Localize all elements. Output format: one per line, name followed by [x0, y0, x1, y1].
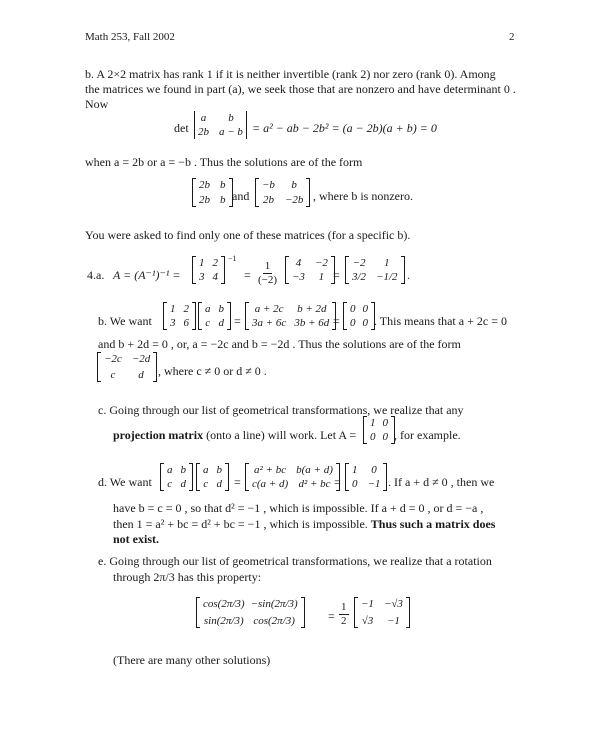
q4d-matrix-1: [160, 463, 193, 491]
cell: c: [203, 478, 209, 490]
fraction-numerator: 1: [341, 601, 347, 613]
q4c-example: , for example.: [394, 428, 461, 442]
cell: 1: [170, 303, 176, 315]
equals-sign: =: [333, 314, 340, 328]
cell: 6: [183, 317, 189, 329]
cell: 0: [362, 317, 368, 329]
cell: sin(2π/3): [203, 615, 244, 627]
cell: 0: [362, 303, 368, 315]
cell: 0: [350, 317, 356, 329]
cell: c: [205, 317, 211, 329]
cell: 3a + 6c: [252, 317, 287, 329]
q4d-matrix-4: [345, 463, 387, 491]
cell: 0: [382, 417, 388, 429]
and-word: and: [232, 189, 250, 203]
cell: 2b: [199, 194, 210, 206]
cell: 3b + 6d: [294, 317, 330, 329]
cell: b: [291, 179, 297, 191]
cell: d: [216, 478, 222, 490]
cell: 3/2: [352, 271, 367, 283]
cell: d: [180, 478, 186, 490]
cell: d² + bc: [298, 478, 331, 490]
cell: −3: [292, 271, 305, 283]
det-matrix: [194, 111, 247, 139]
cell: cos(2π/3): [203, 598, 245, 610]
cell: a + 2c: [254, 303, 284, 315]
q4a-matrix-2: [285, 256, 335, 284]
course-header: Math 253, Fall 2002: [85, 31, 175, 43]
cell: 2b: [262, 194, 274, 206]
q4c-line-2-rest: (onto a line) will work. Let A =: [203, 428, 357, 442]
equals-sign: =: [328, 609, 335, 623]
q4e-fraction: [339, 601, 349, 628]
q4b-label: b. We want: [98, 314, 152, 328]
cell: b: [220, 179, 226, 191]
period: .: [407, 268, 410, 282]
q4c-line-1: c. Going through our list of geometrical transformations, we realize that any: [98, 403, 464, 417]
cell: a − b: [219, 126, 243, 138]
cell: 4: [212, 271, 218, 283]
q4d-label: d. We want: [98, 475, 152, 489]
one-only-note: You were asked to find only one of these matrices (for a specific b).: [85, 228, 411, 242]
fraction-denominator: (−2): [258, 274, 278, 286]
when-line: when a = 2b or a = −b . Thus the solutions are of the form: [85, 155, 363, 169]
q4a-lhs: A = (A⁻¹)⁻¹ =: [113, 268, 181, 282]
q4d-if-text: . If a + d ≠ 0 , then we: [388, 475, 495, 489]
q4b-matrix-1: [163, 302, 196, 330]
q4b-solution-matrix: [97, 352, 157, 382]
part-b-intro-2: the matrices we found in part (a), we seek those that are nonzero and have determinant 0 .: [85, 82, 516, 96]
q4d-line-3-text: then 1 = a² + bc = d² + bc = −1 , which is impossible.: [113, 517, 368, 531]
cell: 3: [170, 317, 176, 329]
cell: 1: [370, 417, 376, 429]
det-label: det: [174, 121, 189, 135]
solution-matrix-2: [255, 178, 310, 207]
cell: 1: [352, 464, 358, 476]
q4e-line-2: through 2π/3 has this property:: [113, 570, 262, 584]
cell: −2: [314, 257, 328, 269]
cell: 0: [371, 464, 377, 476]
cell: a: [200, 112, 207, 124]
cell: −b: [262, 179, 275, 191]
cell: −2b: [284, 194, 304, 206]
cell: −2d: [131, 353, 151, 365]
q4e-note: (There are many other solutions): [113, 653, 271, 667]
q4d-matrix-2: [196, 463, 229, 491]
fraction-numerator: 1: [264, 260, 271, 272]
cell: cos(2π/3): [253, 615, 295, 627]
q4a-matrix-1: [192, 256, 225, 284]
q4d-line-2: have b = c = 0 , so that d² = −1 , which is impossible. If a + d = 0 , or d = −a ,: [113, 501, 484, 515]
cell: b: [228, 112, 234, 124]
cell: c: [110, 369, 116, 381]
cell: b + 2d: [297, 303, 327, 315]
cell: 1: [384, 257, 390, 269]
cell: 4: [295, 257, 302, 269]
projection-matrix-term: projection matrix: [113, 428, 204, 442]
q4a-label: 4.a.: [87, 268, 105, 282]
q4b-matrix-3: [245, 302, 336, 330]
cell: b: [180, 464, 186, 476]
cell: a: [167, 464, 173, 476]
cell: −1/2: [376, 271, 398, 283]
cell: −√3: [383, 598, 403, 610]
q4c-line-2: [113, 428, 356, 442]
cell: −1: [367, 478, 381, 490]
cell: b: [218, 303, 224, 315]
rotation-matrix: [196, 597, 305, 628]
equals-sign: =: [234, 314, 241, 328]
q4b-means: . This means that a + 2c = 0: [374, 314, 507, 328]
cell: c: [167, 478, 173, 490]
q4d-conclusion: Thus such a matrix does: [370, 517, 496, 531]
q4b-where: , where c ≠ 0 or d ≠ 0 .: [158, 364, 267, 378]
q4a-matrix-3: [345, 256, 405, 284]
solution-note: , where b is nonzero.: [313, 189, 413, 203]
cell: 0: [382, 431, 388, 443]
q4b-matrix-4: [343, 302, 375, 330]
cell: 0: [350, 303, 356, 315]
cell: d: [218, 317, 224, 329]
fraction-denominator: 2: [341, 615, 347, 627]
q4b-matrix-2: [198, 302, 231, 330]
cell: a² + bc: [254, 464, 287, 476]
equals-sign: =: [334, 475, 341, 489]
part-b-intro-1: b. A 2×2 matrix has rank 1 if it is neither invertible (rank 2) nor zero (rank 0). Among: [85, 67, 496, 81]
cell: 1: [199, 257, 205, 269]
solution-matrix-1: [192, 178, 233, 207]
cell: 2b: [198, 126, 209, 138]
cell: 2b: [199, 179, 210, 191]
equals-sign: =: [333, 268, 340, 282]
q4d-matrix-3: [245, 463, 340, 491]
cell: −sin(2π/3): [250, 598, 298, 610]
equals-sign: =: [234, 475, 241, 489]
cell: b: [220, 194, 226, 206]
cell: 0: [352, 478, 358, 490]
q4c-matrix: [363, 416, 395, 444]
part-b-intro-3: Now: [85, 97, 109, 111]
page-number: 2: [509, 31, 515, 43]
cell: b: [216, 464, 222, 476]
q4d-line-4: not exist.: [113, 532, 159, 546]
cell: a: [203, 464, 209, 476]
q4e-line-1: e. Going through our list of geometrical transformations, we realize that a rotation: [98, 554, 492, 568]
cell: −1: [361, 598, 374, 610]
inverse-exponent: −1: [228, 254, 237, 263]
cell: −1: [386, 615, 400, 627]
q4b-line-2: and b + 2d = 0 , or, a = −2c and b = −2d . Thus the solutions are of the form: [98, 337, 461, 351]
cell: √3: [361, 615, 374, 627]
cell: b(a + d): [296, 464, 333, 476]
cell: d: [138, 369, 144, 381]
cell: c(a + d): [252, 478, 289, 490]
cell: 2: [183, 303, 189, 315]
det-result: = a² − ab − 2b² = (a − 2b)(a + b) = 0: [252, 121, 437, 135]
q4d-line-3: [113, 517, 495, 531]
cell: a: [205, 303, 211, 315]
cell: 1: [318, 271, 325, 283]
equals-sign: =: [244, 268, 251, 282]
q4e-result-matrix: [354, 597, 410, 628]
q4a-fraction: [256, 260, 279, 287]
cell: 3: [199, 271, 205, 283]
cell: 0: [370, 431, 376, 443]
cell: −2c: [104, 353, 122, 365]
cell: 2: [212, 257, 218, 269]
cell: −2: [352, 257, 366, 269]
